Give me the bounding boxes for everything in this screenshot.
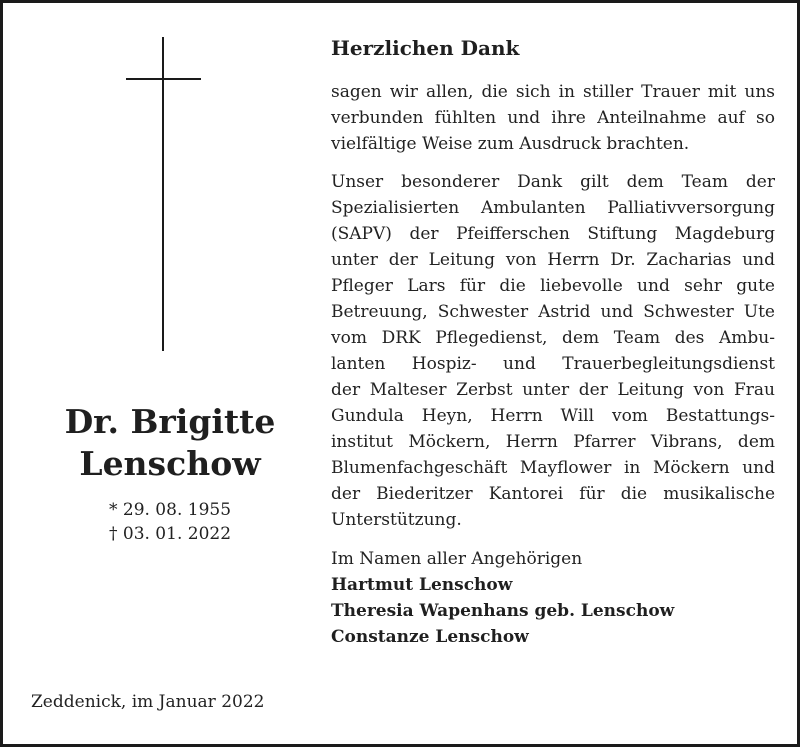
paragraph-line: vom DRK Pflegedienst, dem Team des Ambu- (331, 328, 775, 348)
paragraph-line: verbunden fühlten und ihre Anteilnahme auf so (331, 108, 775, 128)
paragraph-line: Spezialisierten Ambulanten Palliativversorgung (331, 198, 775, 218)
paragraph-line: Unterstützung. (331, 510, 462, 530)
paragraph-line: vielfältige Weise zum Ausdruck brachten. (331, 134, 690, 154)
paragraph-line: (SAPV) der Pfeifferschen Stiftung Magdeburg (331, 224, 775, 244)
cross-icon-vertical-bar (162, 37, 164, 351)
paragraph-line: der Malteser Zerbst unter der Leitung von Frau (331, 380, 775, 400)
paragraph-line: Gundula Heyn, Herrn Will vom Bestattungs- (331, 406, 775, 426)
paragraph-line: Pfleger Lars für die liebevolle und sehr gute (331, 276, 775, 296)
life-dates (23, 498, 317, 546)
paragraph-line: der Biederitzer Kantorei für die musikalische (331, 484, 775, 504)
deceased-name-line1: Dr. Brigitte (64, 402, 276, 441)
signatory: Constanze Lenschow (331, 627, 529, 647)
birth-date: * 29. 08. 1955 (108, 500, 232, 520)
paragraph-line: Blumenfachgeschäft Mayflower in Möckern und (331, 458, 775, 478)
signoff (331, 546, 775, 650)
paragraph-line: Betreuung, Schwester Astrid und Schwester Ute (331, 302, 775, 322)
place-and-date: Zeddenick, im Januar 2022 (31, 692, 265, 712)
paragraph-line: institut Möckern, Herrn Pfarrer Vibrans, dem (331, 432, 775, 452)
deceased-name-line2: Lenschow (79, 444, 261, 483)
signoff-intro: Im Namen aller Angehörigen (331, 549, 583, 569)
cross-icon-horizontal-bar (126, 78, 201, 80)
thanks-heading: Herzlichen Dank (331, 36, 520, 60)
signatory: Hartmut Lenschow (331, 575, 513, 595)
thanks-column (331, 33, 775, 650)
paragraph-line: lanten Hospiz- und Trauerbegleitungsdienst (331, 354, 775, 374)
signatory: Theresia Wapenhans geb. Lenschow (331, 601, 675, 621)
paragraph-line: Unser besonderer Dank gilt dem Team der (331, 172, 775, 192)
thanks-paragraph-1 (331, 79, 775, 157)
paragraph-line: unter der Leitung von Herrn Dr. Zacharias und (331, 250, 775, 270)
deceased-name (23, 401, 317, 485)
thanks-paragraph-2 (331, 169, 775, 533)
paragraph-line: sagen wir allen, die sich in stiller Trauer mit uns (331, 82, 775, 102)
death-date: † 03. 01. 2022 (108, 524, 232, 544)
